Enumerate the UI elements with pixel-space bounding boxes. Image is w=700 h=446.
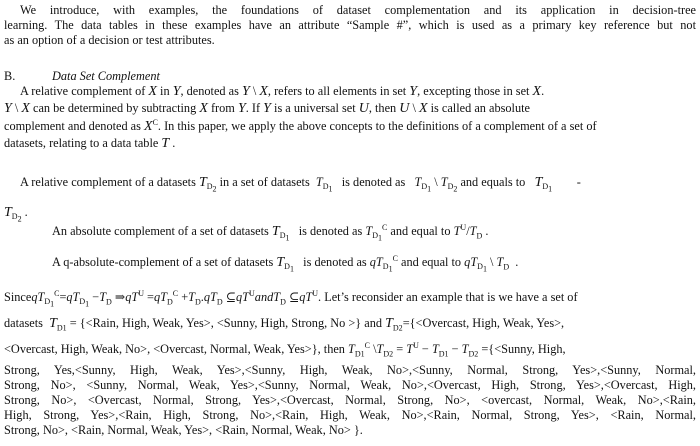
section-number: B. (4, 69, 16, 83)
since-line-2: datasets $T_{D1}$ = {<Rain, High, Weak, Yes>, <Sunny, High, Strong, No >} and $T_{D2}=\{<Overcast$, High, Weak, Yes>, (4, 316, 565, 333)
definition-relative-complement-cont: $T_{D_2}$ . (4, 205, 28, 225)
definition-absolute-complement: An absolute complement of a set of datasets $T_{D_1}$ is denoted as $T_{D_1}^C$ and equal to $T^U/T_D$ . (52, 222, 489, 244)
para1-line-2: Y \ X can be determined by subtracting X from Y. If Y is a universal set U, then U \ X is called an absolute (4, 101, 530, 116)
definition-relative-complement: A relative complement of a datasets $T_{D_2}$ in a set of datasets $T_{D_1}$ is denoted as $T_{D_1}$ \ $T_{D_2}$ and equals to $T_{D_1}$ - (20, 175, 581, 195)
para1-line-1: A relative complement of X in Y, denoted as Y \ X, refers to all elements in set Y, excepting those in set X. (20, 84, 545, 99)
since-line-1: $SinceqT_{D_1}^C=qT_{D_1} -T_D$ $\Rightarrow qT^U =qT_D^C +T_D.qT_D$ $⊆qT^UandT_D$ $⊆qT^U$. Let’s reconsider an example that is we have a set of (4, 288, 578, 310)
since-line-5: Strong, No>, <Sunny, Normal, Weak, Yes>,<Sunny, Normal, Weak, No>,<Overcast, High, Strong, Yes>,<Overcast, High, (4, 378, 696, 392)
intro-line-2: learning. The data tables in these examples have an attribute “Sample #”, which is used as a primary key reference but not (4, 18, 696, 32)
intro-line-3: as an option of a decision or test attributes. (4, 33, 215, 47)
intro-line-1: We introduce, with examples, the foundations of dataset complementation and its application in decision-tree (20, 3, 696, 17)
para1-line-3: complement and denoted as $X^C$. In this paper, we apply the above concepts to the definitions of a complement of a set of (4, 117, 597, 134)
since-line-4: Strong, Yes,<Sunny, High, Weak, Yes>,<Sunny, High, Weak, No>,<Sunny, Normal, Strong, Yes>,<Sunny, Normal, (4, 363, 696, 377)
since-line-8: Strong, No>, <Rain, Normal, Weak, Yes>, <Rain, Normal, Weak, No> }. (4, 423, 363, 437)
section-title: Data Set Complement (52, 69, 160, 83)
since-line-7: High, Strong, Yes>,<Rain, High, Strong, No>,<Rain, High, Weak, No>,<Rain, Normal, Strong, Yes>, <Rain, Normal, (4, 408, 696, 422)
definition-q-absolute-complement: A q-absolute-complement of a set of datasets $T_{D_1}$ is denoted as $qT_{D_1}^C$ and equal to $qT_{D_1}$ \ $T_D$ . (52, 253, 519, 275)
since-line-3: <Overcast, High, Weak, No>, <Overcast, Normal, Weak, Yes>}, then $T_{D1}^C$ $\backslash T_{D2} = T^U - T_{D1} - T_{D2}$ ={<Sunny, High, (4, 340, 566, 359)
since-line-6: Strong, No>, <Overcast, Normal, Strong, Yes>,<Overcast, Normal, Strong, No>, <overcast, Normal, Weak, No>,<Rain, (4, 393, 696, 407)
para1-line-4: datasets, relating to a data table T . (4, 136, 176, 151)
